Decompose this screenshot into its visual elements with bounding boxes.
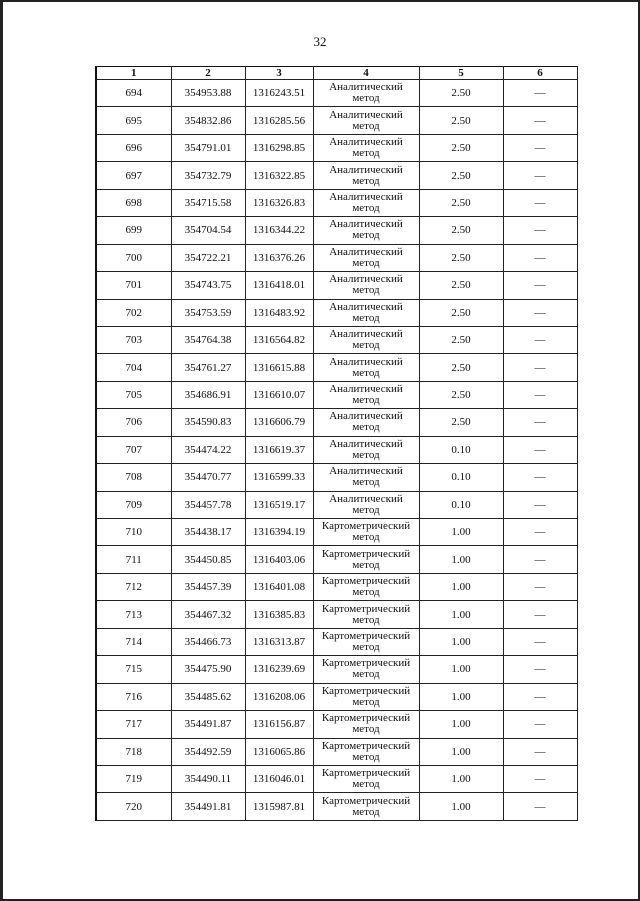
table-row [96,244,577,271]
method-cell [313,189,419,216]
scan-border-left [0,0,3,901]
scan-border-top [0,0,640,2]
method-cell [313,107,419,134]
method-cell [313,656,419,683]
method-name: Аналитический [329,163,403,176]
note-cell: — [503,519,577,546]
table-row [96,464,577,491]
point-number-cell: 712 [96,573,171,600]
method-name: Картометрический [321,767,411,780]
table-row [96,793,577,820]
point-number-cell: 705 [96,381,171,408]
x-coordinate-cell: 354704.54 [171,217,245,244]
method-cell [313,519,419,546]
accuracy-cell: 2.50 [419,326,503,353]
method-cell [313,244,419,271]
x-coordinate-cell: 354732.79 [171,162,245,189]
method-name: Картометрический [321,575,411,588]
accuracy-cell: 2.50 [419,217,503,244]
point-number-cell: 700 [96,244,171,271]
method-name: Картометрический [321,547,411,560]
x-coordinate-cell: 354450.85 [171,546,245,573]
method-word: метод [352,531,380,544]
x-coordinate-cell: 354715.58 [171,189,245,216]
note-cell: — [503,244,577,271]
table-row [96,519,577,546]
method-word: метод [352,750,380,763]
method-word: метод [352,421,380,434]
note-cell: — [503,80,577,107]
method-word: метод [352,147,380,160]
table-row [96,217,577,244]
method-cell [313,354,419,381]
table-row [96,683,577,710]
y-coordinate-cell: 1316285.56 [245,107,313,134]
table-row [96,409,577,436]
header-row [96,67,577,80]
note-cell: — [503,134,577,161]
method-cell [313,546,419,573]
method-cell [313,134,419,161]
accuracy-cell: 1.00 [419,628,503,655]
note-cell: — [503,711,577,738]
note-cell: — [503,738,577,765]
method-cell [313,683,419,710]
method-cell [313,162,419,189]
table-row [96,189,577,216]
method-word: метод [352,613,380,626]
table-row [96,491,577,518]
accuracy-cell: 1.00 [419,711,503,738]
y-coordinate-cell: 1316610.07 [245,381,313,408]
accuracy-cell: 2.50 [419,381,503,408]
point-number-cell: 694 [96,80,171,107]
accuracy-cell: 2.50 [419,107,503,134]
note-cell: — [503,381,577,408]
accuracy-cell: 1.00 [419,601,503,628]
accuracy-cell: 1.00 [419,793,503,820]
method-cell [313,217,419,244]
method-name: Аналитический [329,383,403,396]
x-coordinate-cell: 354743.75 [171,272,245,299]
x-coordinate-cell: 354953.88 [171,80,245,107]
point-number-cell: 706 [96,409,171,436]
method-word: метод [352,805,380,818]
table-row [96,738,577,765]
method-name: Аналитический [329,355,403,368]
method-cell [313,326,419,353]
table-row [96,80,577,107]
y-coordinate-cell: 1316394.19 [245,519,313,546]
note-cell: — [503,573,577,600]
method-cell [313,491,419,518]
method-name: Аналитический [329,108,403,121]
x-coordinate-cell: 354490.11 [171,765,245,792]
x-coordinate-cell: 354491.81 [171,793,245,820]
x-coordinate-cell: 354466.73 [171,628,245,655]
accuracy-cell: 0.10 [419,491,503,518]
note-cell: — [503,464,577,491]
x-coordinate-cell: 354467.32 [171,601,245,628]
point-number-cell: 702 [96,299,171,326]
note-cell: — [503,765,577,792]
table-row [96,573,577,600]
accuracy-cell: 2.50 [419,134,503,161]
method-word: метод [352,339,380,352]
y-coordinate-cell: 1316298.85 [245,134,313,161]
table-row [96,381,577,408]
page-number: 32 [313,34,327,49]
column-header: 3 [245,67,313,80]
column-header: 1 [96,67,171,80]
point-number-cell: 703 [96,326,171,353]
x-coordinate-cell: 354832.86 [171,107,245,134]
x-coordinate-cell: 354491.87 [171,711,245,738]
point-number-cell: 718 [96,738,171,765]
method-word: метод [352,201,380,214]
point-number-cell: 707 [96,436,171,463]
method-name: Аналитический [329,218,403,231]
note-cell: — [503,354,577,381]
method-cell [313,573,419,600]
method-cell [313,272,419,299]
x-coordinate-cell: 354485.62 [171,683,245,710]
note-cell: — [503,162,577,189]
y-coordinate-cell: 1316046.01 [245,765,313,792]
point-number-cell: 710 [96,519,171,546]
method-name: Картометрический [321,629,411,642]
table-row [96,299,577,326]
table-row [96,765,577,792]
y-coordinate-cell: 1316376.26 [245,244,313,271]
method-word: метод [352,366,380,379]
x-coordinate-cell: 354438.17 [171,519,245,546]
method-word: метод [352,695,380,708]
column-header: 4 [313,67,419,80]
y-coordinate-cell: 1316208.06 [245,683,313,710]
method-cell [313,738,419,765]
y-coordinate-cell: 1316564.82 [245,326,313,353]
accuracy-cell: 2.50 [419,244,503,271]
x-coordinate-cell: 354475.90 [171,656,245,683]
note-cell: — [503,793,577,820]
point-number-cell: 713 [96,601,171,628]
note-cell: — [503,601,577,628]
method-name: Аналитический [329,81,403,94]
method-word: метод [352,640,380,653]
y-coordinate-cell: 1316619.37 [245,436,313,463]
x-coordinate-cell: 354753.59 [171,299,245,326]
accuracy-cell: 2.50 [419,162,503,189]
table-row [96,107,577,134]
method-word: метод [352,668,380,681]
y-coordinate-cell: 1316519.17 [245,491,313,518]
note-cell: — [503,656,577,683]
method-word: метод [352,229,380,242]
note-cell: — [503,628,577,655]
note-cell: — [503,272,577,299]
y-coordinate-cell: 1316156.87 [245,711,313,738]
method-name: Картометрический [321,739,411,752]
point-number-cell: 715 [96,656,171,683]
method-name: Аналитический [329,492,403,505]
y-coordinate-cell: 1315987.81 [245,793,313,820]
method-word: метод [352,256,380,269]
method-word: метод [352,476,380,489]
method-cell [313,628,419,655]
method-name: Аналитический [329,300,403,313]
y-coordinate-cell: 1316243.51 [245,80,313,107]
table-row [96,162,577,189]
x-coordinate-cell: 354590.83 [171,409,245,436]
method-cell [313,436,419,463]
y-coordinate-cell: 1316065.86 [245,738,313,765]
point-number-cell: 719 [96,765,171,792]
column-header: 2 [171,67,245,80]
method-word: метод [352,586,380,599]
point-number-cell: 695 [96,107,171,134]
column-header: 6 [503,67,577,80]
y-coordinate-cell: 1316239.69 [245,656,313,683]
x-coordinate-cell: 354470.77 [171,464,245,491]
point-number-cell: 699 [96,217,171,244]
x-coordinate-cell: 354722.21 [171,244,245,271]
accuracy-cell: 1.00 [419,765,503,792]
table-body [96,80,577,821]
method-name: Картометрический [321,520,411,533]
point-number-cell: 698 [96,189,171,216]
point-number-cell: 717 [96,711,171,738]
table-row [96,326,577,353]
x-coordinate-cell: 354457.78 [171,491,245,518]
accuracy-cell: 2.50 [419,189,503,216]
accuracy-cell: 0.10 [419,464,503,491]
method-word: метод [352,174,380,187]
point-number-cell: 716 [96,683,171,710]
table-row [96,546,577,573]
method-word: метод [352,92,380,105]
point-number-cell: 711 [96,546,171,573]
method-name: Аналитический [329,410,403,423]
coordinates-table [95,66,578,821]
x-coordinate-cell: 354457.39 [171,573,245,600]
method-word: метод [352,119,380,132]
accuracy-cell: 1.00 [419,573,503,600]
point-number-cell: 708 [96,464,171,491]
method-word: метод [352,284,380,297]
method-cell [313,80,419,107]
accuracy-cell: 2.50 [419,409,503,436]
point-number-cell: 704 [96,354,171,381]
accuracy-cell: 2.50 [419,354,503,381]
x-coordinate-cell: 354791.01 [171,134,245,161]
note-cell: — [503,683,577,710]
x-coordinate-cell: 354686.91 [171,381,245,408]
method-name: Картометрический [321,602,411,615]
method-cell [313,299,419,326]
method-word: метод [352,394,380,407]
accuracy-cell: 1.00 [419,519,503,546]
note-cell: — [503,299,577,326]
point-number-cell: 697 [96,162,171,189]
y-coordinate-cell: 1316403.06 [245,546,313,573]
x-coordinate-cell: 354474.22 [171,436,245,463]
table-row [96,436,577,463]
y-coordinate-cell: 1316322.85 [245,162,313,189]
accuracy-cell: 1.00 [419,546,503,573]
note-cell: — [503,107,577,134]
table-row [96,134,577,161]
point-number-cell: 720 [96,793,171,820]
y-coordinate-cell: 1316313.87 [245,628,313,655]
method-cell [313,601,419,628]
method-name: Аналитический [329,328,403,341]
accuracy-cell: 1.00 [419,738,503,765]
method-word: метод [352,558,380,571]
method-cell [313,464,419,491]
x-coordinate-cell: 354764.38 [171,326,245,353]
table-row [96,272,577,299]
method-name: Аналитический [329,465,403,478]
note-cell: — [503,546,577,573]
y-coordinate-cell: 1316615.88 [245,354,313,381]
y-coordinate-cell: 1316326.83 [245,189,313,216]
method-word: метод [352,503,380,516]
column-header: 5 [419,67,503,80]
note-cell: — [503,491,577,518]
method-name: Картометрический [321,657,411,670]
method-name: Аналитический [329,136,403,149]
table-row [96,354,577,381]
y-coordinate-cell: 1316483.92 [245,299,313,326]
method-word: метод [352,448,380,461]
note-cell: — [503,409,577,436]
x-coordinate-cell: 354761.27 [171,354,245,381]
method-word: метод [352,778,380,791]
accuracy-cell: 2.50 [419,80,503,107]
table-row [96,656,577,683]
point-number-cell: 714 [96,628,171,655]
method-word: метод [352,723,380,736]
point-number-cell: 709 [96,491,171,518]
table-row [96,628,577,655]
method-name: Аналитический [329,190,403,203]
note-cell: — [503,326,577,353]
method-cell [313,793,419,820]
method-name: Картометрический [321,712,411,725]
method-cell [313,381,419,408]
method-name: Аналитический [329,245,403,258]
accuracy-cell: 1.00 [419,656,503,683]
point-number-cell: 701 [96,272,171,299]
y-coordinate-cell: 1316418.01 [245,272,313,299]
y-coordinate-cell: 1316606.79 [245,409,313,436]
y-coordinate-cell: 1316385.83 [245,601,313,628]
y-coordinate-cell: 1316599.33 [245,464,313,491]
accuracy-cell: 2.50 [419,299,503,326]
method-name: Картометрический [321,684,411,697]
method-name: Аналитический [329,437,403,450]
accuracy-cell: 2.50 [419,272,503,299]
accuracy-cell: 0.10 [419,436,503,463]
method-name: Картометрический [321,794,411,807]
accuracy-cell: 1.00 [419,683,503,710]
table-row [96,601,577,628]
point-number-cell: 696 [96,134,171,161]
y-coordinate-cell: 1316344.22 [245,217,313,244]
note-cell: — [503,189,577,216]
method-cell [313,711,419,738]
method-word: метод [352,311,380,324]
method-cell [313,409,419,436]
method-name: Аналитический [329,273,403,286]
note-cell: — [503,217,577,244]
note-cell: — [503,436,577,463]
method-cell [313,765,419,792]
x-coordinate-cell: 354492.59 [171,738,245,765]
y-coordinate-cell: 1316401.08 [245,573,313,600]
table-row [96,711,577,738]
